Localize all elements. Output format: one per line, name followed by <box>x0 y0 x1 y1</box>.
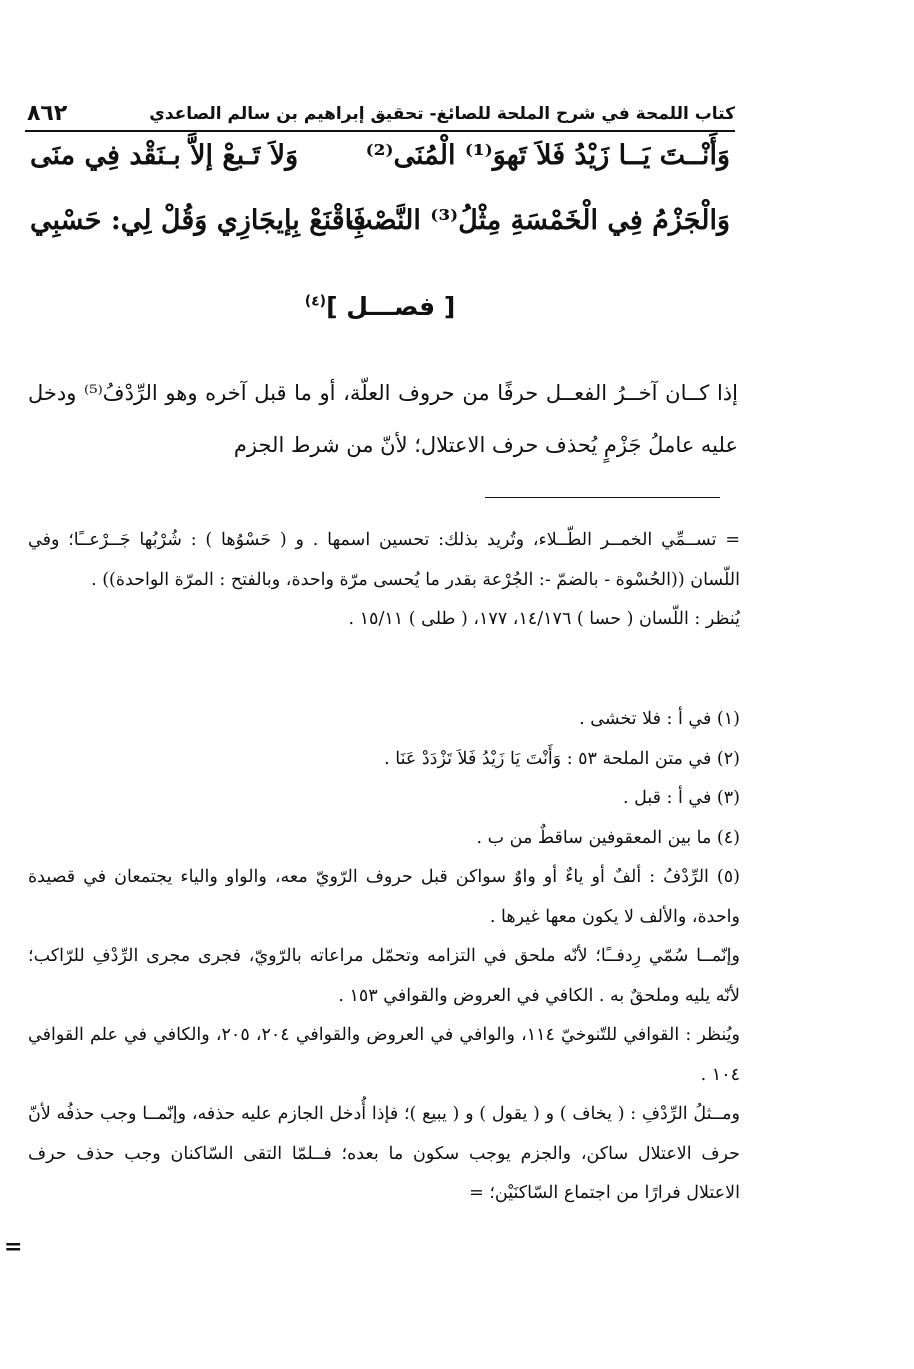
footnote-text: يُنظر : اللّسان ( حسا ) ١٤/١٧٦، ١٧٧، ( طلى ) ١٥/١١ . <box>348 609 740 629</box>
footnote-item: (٥) الرِّدْفُ : ألفٌ أو ياءٌ أو واوٌ سواكن قبل حروف الرّويّ معه، والواو والياء يجتمعان في قصيدة واحدة، والألف لا يكون معها غيرها . <box>28 867 740 927</box>
running-header <box>25 92 735 132</box>
verse-first-hemistich: وَأَنْــتَ يَــا زَيْدُ فَلاَ تَهوَ⁽¹⁾ الْمُنَى⁽²⁾ <box>365 140 730 171</box>
verse-first-hemistich: وَالْجَزْمُ فِي الْخَمْسَةِ مِثْلُ⁽³⁾ النَّصْبِ <box>347 205 730 236</box>
footnote-item: (٣) في أ : قبل . <box>622 788 740 808</box>
footnote-item: (٢) في متن الملحة ٥٣ : وَأَنْتَ يَا زَيْدُ فَلاَ تَزْدَدْ عَنَا . <box>384 748 740 769</box>
continuation-mark: = <box>4 1234 23 1260</box>
footnote-marker: (٤) <box>304 293 327 310</box>
footnote-item: ومــثلُ الرِّدْفِ : ( يخاف ) و ( يقول ) و ( يبيع )؛ فإذا أُدخل الجازم عليه حذفه، وإنّمــا وجب حذفُه لأنّ حرف الاعتلال ساكن، والجزم يوجب سكون ما بعده؛ فــلمّا التقى السّاكنان وجب حذف حرف الاعتلال فرارًا من اجتماع السّاكنَيْن؛ = <box>28 1104 740 1203</box>
header-title: كتاب اللمحة في شرح الملحة للصائغ- تحقيق إبراهيم بن سالم الصاعدي <box>149 104 735 124</box>
footnote-separator <box>485 497 720 498</box>
body-paragraph: إذا كــان آخــرُ الفعــل حرفًا من حروف العلّة، أو ما قبل آخره وهو الرِّدْفُ⁽⁵⁾ ودخل عليه عاملُ جَزْمٍ يُحذف حرف الاعتلال؛ لأنّ من شرط الجزم <box>28 381 738 457</box>
footnote-continuation <box>28 521 740 640</box>
footnote-item: (٤) ما بين المعقوفين ساقطٌ من ب . <box>476 827 740 848</box>
section-heading <box>0 292 760 321</box>
footnote-item: وإنّمــا سُمّي رِدفــًا؛ لأنّه ملحق في التزامه وتحمّل مراعاته بالرّويّ، فجرى مجرى الرِّدْفِ للرّاكب؛ لأنّه يليه وملحقٌ به . الكافي في العروض والقوافي ١٥٣ . <box>28 946 740 1006</box>
verse-line <box>30 140 730 196</box>
footnote-text: = تســمِّي الخمــر الطّــلاء، وتُريد بذلك: تحسين اسمها . و ( حَسْوُها ) : شُرْبُها جَــرْعــًا؛ وفي اللّسان ((الحُسْوة - بالضمّ -: الجُرْعة بقدر ما يُحسى مرّة واحدة، وبالفتح : المرّة الواحدة)) . <box>28 530 740 590</box>
verse-second-hemistich: وَلاَ تَـبعْ إلاَّ بـنَقْد فِي منَى <box>30 140 299 171</box>
section-title: [ فصـــل ] <box>326 292 456 321</box>
verse-line <box>30 205 730 261</box>
verse-second-hemistich: فَاقْنَعْ بِإيجَازِي وَقُلْ لِي: حَسْبِي <box>30 205 366 236</box>
footnote-item: (١) في أ : فلا تخشى . <box>579 709 740 729</box>
footnote-item: ويُنظر : القوافي للتّنوخيّ ١١٤، والوافي في العروض والقوافي ٢٠٤، ٢٠٥، والكافي في علم القوافي ١٠٤ . <box>28 1025 740 1085</box>
page-number: ٨٦٢ <box>27 101 68 126</box>
footnotes-list <box>28 700 740 1214</box>
